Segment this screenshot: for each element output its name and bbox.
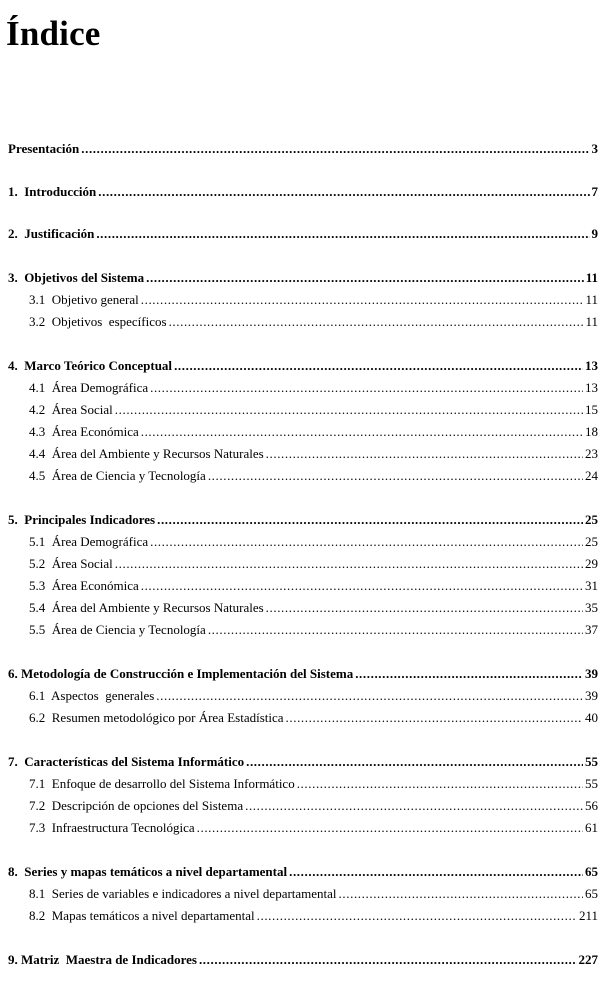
- toc-page-number: 15: [585, 402, 598, 417]
- toc-entry-label: 4.5 Área de Ciencia y Tecnología: [29, 468, 206, 483]
- toc-page-number: 13: [585, 380, 598, 395]
- toc-page-number: 9: [591, 226, 598, 241]
- toc-subsection-entry: [0, 688, 600, 708]
- toc-dot-leader: [208, 468, 583, 484]
- toc-dot-leader: [141, 578, 583, 594]
- toc-entry-label: 3. Objetivos del Sistema: [8, 270, 145, 285]
- toc-dot-leader: [197, 820, 583, 836]
- toc-dot-leader: [115, 556, 583, 572]
- toc-page-number: 61: [585, 820, 598, 835]
- toc-dot-leader: [339, 886, 583, 902]
- toc-section-entry: [0, 754, 600, 774]
- toc-page-number: 23: [585, 446, 598, 461]
- toc-dot-leader: [246, 754, 583, 770]
- toc-page-number: 7: [591, 184, 598, 199]
- toc-subsection-entry: [0, 710, 600, 730]
- toc-dot-leader: [355, 666, 583, 682]
- toc-subsection-entry: [0, 380, 600, 400]
- toc-entry-label: 4.4 Área del Ambiente y Recursos Naturales: [29, 446, 264, 461]
- toc-page-number: 55: [585, 776, 598, 791]
- toc-subsection-entry: [0, 600, 600, 620]
- toc-dot-leader: [96, 226, 589, 242]
- toc-page-number: 39: [585, 666, 598, 681]
- toc-dot-leader: [150, 534, 583, 550]
- toc-page-number: 39: [585, 688, 598, 703]
- toc-entry-label: 8.2 Mapas temáticos a nivel departamental: [29, 908, 255, 923]
- toc-dot-leader: [169, 314, 584, 330]
- toc-subsection-entry: [0, 820, 600, 840]
- toc-dot-leader: [81, 141, 589, 157]
- toc-entry-label: 7.3 Infraestructura Tecnológica: [29, 820, 195, 835]
- toc-entry-label: 5.1 Área Demográfica: [29, 534, 149, 549]
- toc-entry-label: 5.3 Área Económica: [29, 578, 139, 593]
- toc-subsection-entry: [0, 402, 600, 422]
- toc-entry-label: 3.2 Objetivos específicos: [29, 314, 167, 329]
- toc-section-entry: [0, 512, 600, 532]
- toc-dot-leader: [141, 424, 583, 440]
- toc-section-entry: [0, 226, 600, 246]
- toc-subsection-entry: [0, 776, 600, 796]
- toc-dot-leader: [174, 358, 583, 374]
- toc-section-entry: [0, 864, 600, 884]
- toc-section-entry: [0, 358, 600, 378]
- toc-entry-label: 8.1 Series de variables e indicadores a nivel departamental: [29, 886, 337, 901]
- toc-entry-label: 2. Justificación: [8, 226, 95, 241]
- toc-subsection-entry: [0, 578, 600, 598]
- toc-page-number: 3: [591, 141, 598, 156]
- toc-page-number: 40: [585, 710, 598, 725]
- toc-subsection-entry: [0, 622, 600, 642]
- toc-dot-leader: [199, 952, 577, 968]
- toc-section-entry: [0, 952, 600, 972]
- toc-dot-leader: [297, 776, 583, 792]
- toc-dot-leader: [115, 402, 583, 418]
- toc-section-entry: [0, 270, 600, 290]
- toc-page-number: 31: [585, 578, 598, 593]
- toc-entry-label: 7.2 Descripción de opciones del Sistema: [29, 798, 244, 813]
- toc-page-number: 35: [585, 600, 598, 615]
- toc-page-number: 56: [585, 798, 598, 813]
- toc-subsection-entry: [0, 314, 600, 334]
- toc-dot-leader: [156, 688, 583, 704]
- toc-dot-leader: [245, 798, 583, 814]
- toc-subsection-entry: [0, 292, 600, 312]
- toc-entry-label: 4.2 Área Social: [29, 402, 113, 417]
- toc-subsection-entry: [0, 446, 600, 466]
- toc-entry-label: 5. Principales Indicadores: [8, 512, 156, 527]
- toc-page-number: 25: [585, 512, 598, 527]
- toc-subsection-entry: [0, 424, 600, 444]
- toc-dot-leader: [266, 446, 583, 462]
- toc-entry-label: 5.4 Área del Ambiente y Recursos Naturales: [29, 600, 264, 615]
- toc-section-entry: [0, 666, 600, 686]
- toc-subsection-entry: [0, 886, 600, 906]
- toc-page-number: 13: [585, 358, 598, 373]
- toc-entry-label: 6.2 Resumen metodológico por Área Estadística: [29, 710, 284, 725]
- toc-subsection-entry: [0, 556, 600, 576]
- toc-page-number: 11: [585, 292, 598, 307]
- toc-dot-leader: [157, 512, 583, 528]
- toc-dot-leader: [266, 600, 583, 616]
- toc-dot-leader: [146, 270, 584, 286]
- toc-entry-label: 8. Series y mapas temáticos a nivel departamental: [8, 864, 288, 879]
- toc-entry-label: 3.1 Objetivo general: [29, 292, 139, 307]
- toc-dot-leader: [150, 380, 583, 396]
- toc-page-number: 55: [585, 754, 598, 769]
- toc-page-number: 18: [585, 424, 598, 439]
- toc-page-number: 11: [585, 314, 598, 329]
- toc-entry-label: 4.3 Área Económica: [29, 424, 139, 439]
- toc-page-number: 227: [578, 952, 598, 967]
- toc-dot-leader: [98, 184, 589, 200]
- toc-entry-label: 9. Matriz Maestra de Indicadores: [8, 952, 197, 967]
- toc-page-number: 11: [585, 270, 598, 285]
- toc-entry-label: 7.1 Enfoque de desarrollo del Sistema Informático: [29, 776, 295, 791]
- toc-entry-label: 4.1 Área Demográfica: [29, 380, 149, 395]
- toc-section-entry: [0, 184, 600, 204]
- toc-dot-leader: [257, 908, 577, 924]
- toc-subsection-entry: [0, 534, 600, 554]
- toc-dot-leader: [141, 292, 584, 308]
- toc-dot-leader: [286, 710, 583, 726]
- toc-page-number: 65: [585, 886, 598, 901]
- toc-entry-label: 6. Metodología de Construcción e Implementación del Sistema: [8, 666, 354, 681]
- toc-page-number: 24: [585, 468, 598, 483]
- toc-page-number: 29: [585, 556, 598, 571]
- toc-entry-label: 5.5 Área de Ciencia y Tecnología: [29, 622, 206, 637]
- toc-page-number: 211: [578, 908, 598, 923]
- toc-entry-label: 7. Características del Sistema Informático: [8, 754, 245, 769]
- toc-subsection-entry: [0, 468, 600, 488]
- page-title: Índice: [6, 14, 101, 53]
- toc-page-number: 37: [585, 622, 598, 637]
- toc-entry-label: 6.1 Aspectos generales: [29, 688, 155, 703]
- toc-dot-leader: [289, 864, 583, 880]
- toc-entry-label: Presentación: [8, 141, 80, 156]
- toc-page-number: 65: [585, 864, 598, 879]
- toc-entry-label: 4. Marco Teórico Conceptual: [8, 358, 173, 373]
- toc-entry-label: 1. Introducción: [8, 184, 97, 199]
- toc-page-number: 25: [585, 534, 598, 549]
- toc-dot-leader: [208, 622, 583, 638]
- toc-section-entry: [0, 141, 600, 161]
- toc-entry-label: 5.2 Área Social: [29, 556, 113, 571]
- toc-subsection-entry: [0, 908, 600, 928]
- toc-subsection-entry: [0, 798, 600, 818]
